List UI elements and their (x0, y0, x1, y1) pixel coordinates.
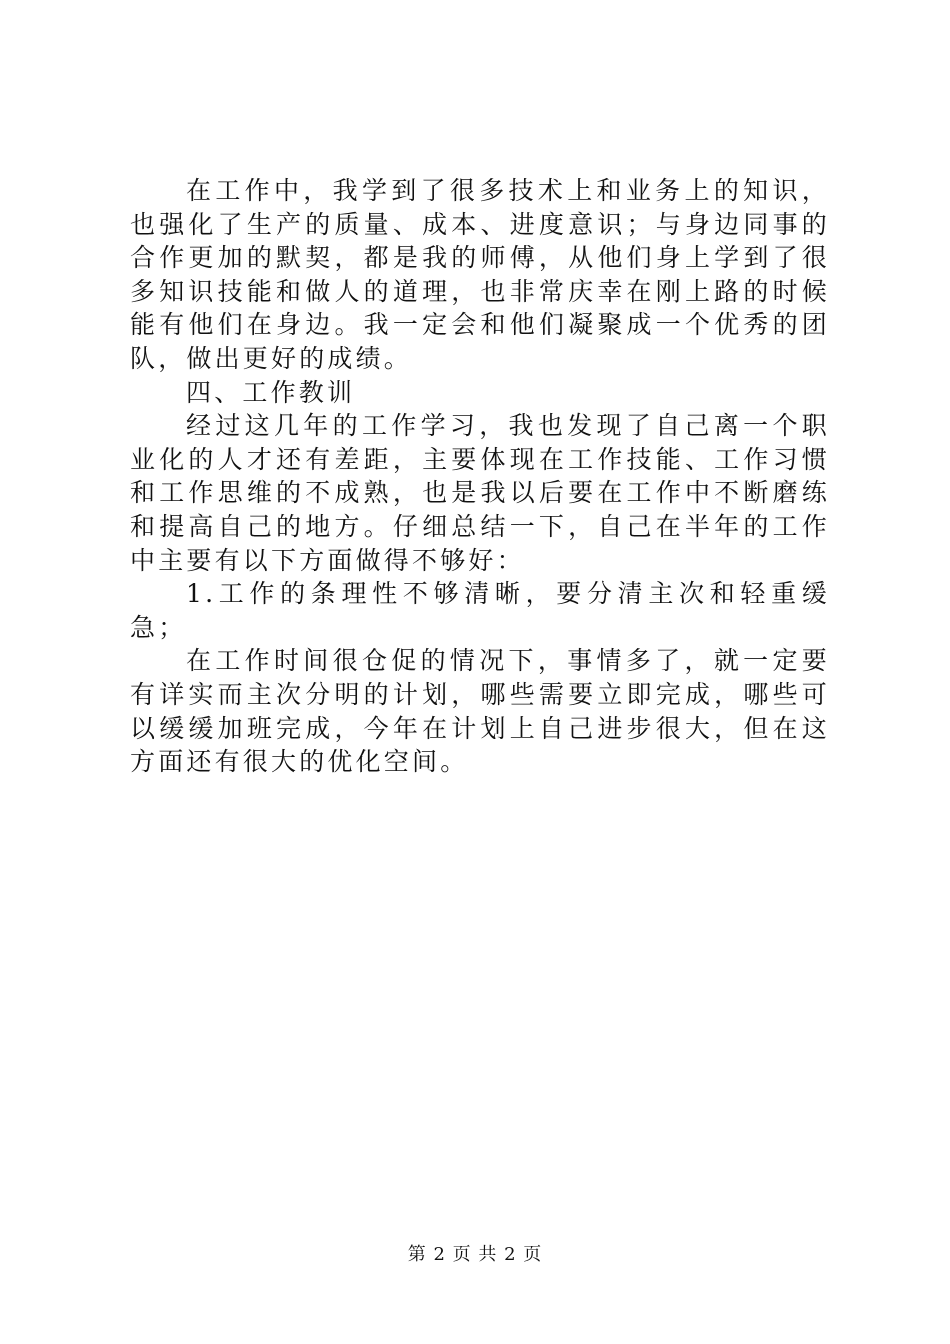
list-item-1: 1.工作的条理性不够清晰，要分清主次和轻重缓急； (130, 579, 830, 642)
document-body (130, 174, 830, 779)
paragraph-shortcomings: 经过这几年的工作学习，我也发现了自己离一个职业化的人才还有差距，主要体现在工作技能、工作习惯和工作思维的不成熟，也是我以后要在工作中不断磨练和提高自己的地方。仔细总结一下，自己在半年的工作中主要有以下方面做得不够好： (130, 411, 830, 575)
section-heading-lessons: 四、工作教训 (186, 377, 356, 407)
page-footer: 第 2 页 共 2 页 (407, 1244, 543, 1265)
paragraph-teamwork: 在工作中，我学到了很多技术上和业务上的知识，也强化了生产的质量、成本、进度意识；与身边同事的合作更加的默契，都是我的师傅，从他们身上学到了很多知识技能和做人的道理，也非常庆幸在刚上路的时候能有他们在身边。我一定会和他们凝聚成一个优秀的团队，做出更好的成绩。 (130, 176, 830, 373)
paragraph-planning: 在工作时间很仓促的情况下，事情多了，就一定要有详实而主次分明的计划，哪些需要立即完成，哪些可以缓缓加班完成，今年在计划上自己进步很大，但在这方面还有很大的优化空间。 (130, 646, 830, 777)
